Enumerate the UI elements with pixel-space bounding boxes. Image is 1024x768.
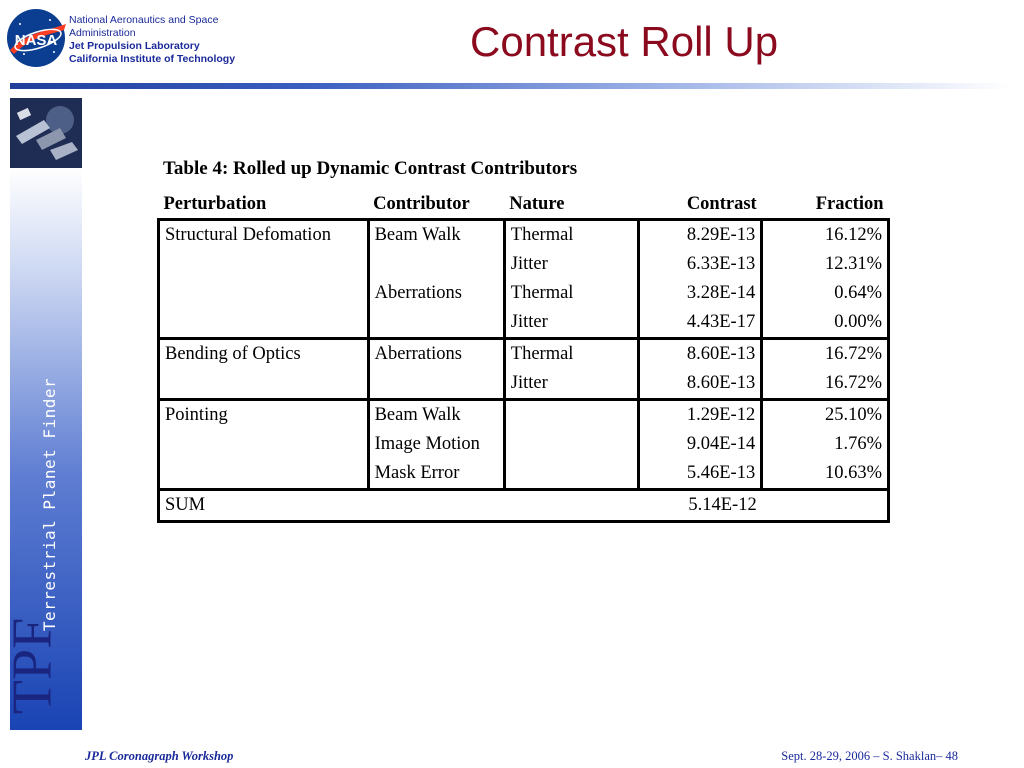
sum-row (159, 490, 889, 522)
cell-nature: Thermal (504, 339, 638, 370)
column-header-perturbation: Perturbation (159, 191, 369, 220)
cell-nature: Thermal (504, 220, 638, 251)
footer-date-author-page: Sept. 28-29, 2006 – S. Shaklan– 48 (781, 749, 958, 763)
table-row (159, 459, 889, 490)
cell-perturbation (159, 459, 369, 490)
cell-contributor: Aberrations (368, 339, 504, 370)
table-row (159, 400, 889, 431)
table-row (159, 308, 889, 339)
column-header-contrast: Contrast (639, 191, 762, 220)
table-row (159, 430, 889, 459)
cell-nature (504, 430, 638, 459)
spacecraft-image (10, 98, 82, 168)
cell-perturbation (159, 250, 369, 279)
sidebar-subtitle: Terrestrial Planet Finder (40, 377, 60, 631)
cell-contrast: 8.60E-13 (639, 369, 762, 400)
cell-contrast: 6.33E-13 (639, 250, 762, 279)
table-caption: Table 4: Rolled up Dynamic Contrast Contributors (163, 158, 578, 179)
cell-contrast: 9.04E-14 (639, 430, 762, 459)
cell-perturbation: Pointing (159, 400, 369, 431)
table-row (159, 339, 889, 370)
cell-perturbation (159, 308, 369, 339)
cell-fraction: 16.72% (762, 339, 889, 370)
cell-nature: Jitter (504, 308, 638, 339)
sum-label: SUM (159, 490, 639, 522)
column-header-fraction: Fraction (762, 191, 889, 220)
sum-value: 5.14E-12 (639, 490, 762, 522)
cell-perturbation (159, 279, 369, 308)
cell-nature (504, 400, 638, 431)
sum-empty-cell (762, 490, 889, 522)
cell-contributor (368, 250, 504, 279)
cell-fraction: 25.10% (762, 400, 889, 431)
cell-fraction: 0.64% (762, 279, 889, 308)
org-line-4: California Institute of Technology (69, 53, 236, 65)
cell-contributor: Beam Walk (368, 220, 504, 251)
org-line-2: Administration (69, 27, 136, 39)
org-line-3: Jet Propulsion Laboratory (69, 40, 200, 52)
header-gradient-bar (10, 83, 1010, 89)
sidebar-acronym: TPF (1, 617, 63, 715)
table-row (159, 279, 889, 308)
cell-contrast: 8.60E-13 (639, 339, 762, 370)
cell-contributor: Mask Error (368, 459, 504, 490)
cell-contrast: 5.46E-13 (639, 459, 762, 490)
cell-fraction: 10.63% (762, 459, 889, 490)
cell-nature: Jitter (504, 250, 638, 279)
cell-fraction: 12.31% (762, 250, 889, 279)
table-header-row (159, 191, 889, 220)
cell-contributor: Aberrations (368, 279, 504, 308)
cell-contributor (368, 308, 504, 339)
cell-perturbation: Bending of Optics (159, 339, 369, 370)
cell-perturbation (159, 369, 369, 400)
table-row (159, 220, 889, 251)
cell-perturbation: Structural Defomation (159, 220, 369, 251)
column-header-contributor: Contributor (368, 191, 504, 220)
cell-contributor: Beam Walk (368, 400, 504, 431)
cell-nature (504, 459, 638, 490)
cell-nature: Thermal (504, 279, 638, 308)
nasa-logo (4, 6, 68, 70)
cell-contributor (368, 369, 504, 400)
organization-block (69, 14, 235, 66)
cell-perturbation (159, 430, 369, 459)
slide-title: Contrast Roll Up (470, 18, 779, 65)
cell-fraction: 16.72% (762, 369, 889, 400)
cell-fraction: 0.00% (762, 308, 889, 339)
cell-fraction: 16.12% (762, 220, 889, 251)
org-line-1: National Aeronautics and Space (69, 14, 219, 26)
cell-contrast: 3.28E-14 (639, 279, 762, 308)
logo-text: NASA (14, 32, 58, 49)
cell-contributor: Image Motion (368, 430, 504, 459)
cell-fraction: 1.76% (762, 430, 889, 459)
cell-nature: Jitter (504, 369, 638, 400)
cell-contrast: 1.29E-12 (639, 400, 762, 431)
table-row (159, 250, 889, 279)
footer-event: JPL Coronagraph Workshop (85, 749, 234, 763)
contrast-table (157, 191, 890, 523)
cell-contrast: 4.43E-17 (639, 308, 762, 339)
column-header-nature: Nature (504, 191, 638, 220)
cell-contrast: 8.29E-13 (639, 220, 762, 251)
table-row (159, 369, 889, 400)
